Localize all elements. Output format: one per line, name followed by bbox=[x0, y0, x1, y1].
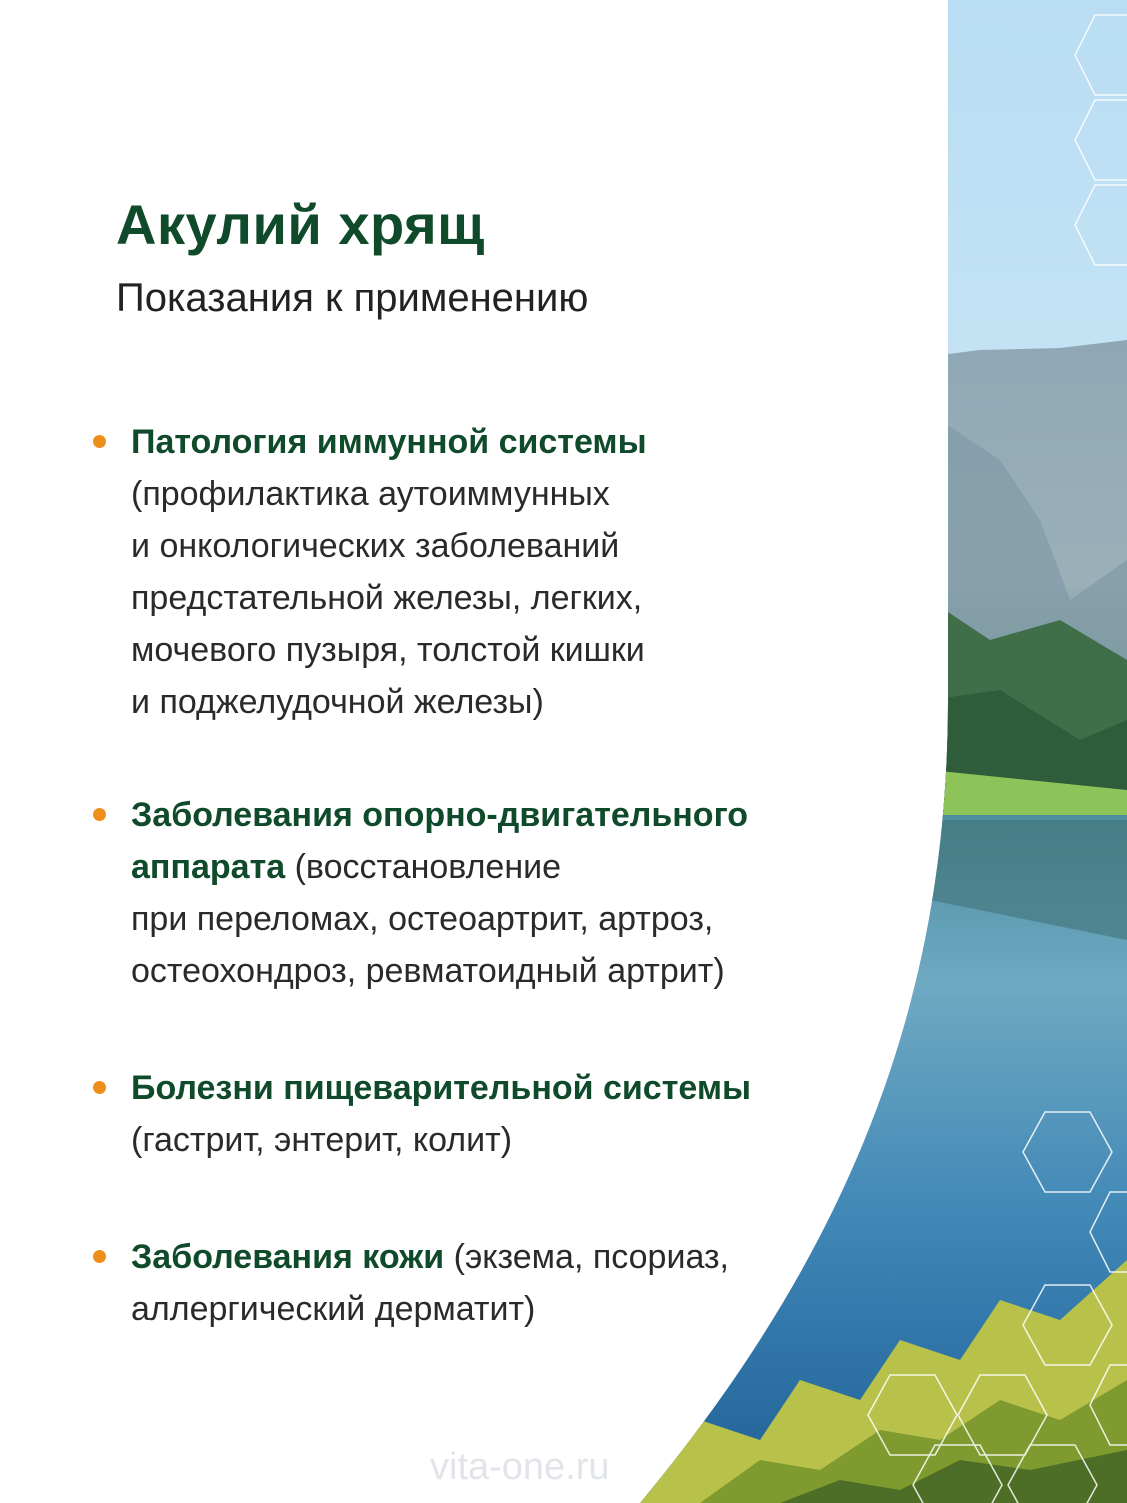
item-text-line: (гастрит, энтерит, колит) bbox=[131, 1121, 513, 1159]
watermark-text: vita-one.ru bbox=[430, 1446, 610, 1488]
bullet-dot-icon bbox=[93, 435, 106, 448]
item-text-line: предстательной железы, легких, bbox=[131, 579, 643, 617]
page-subtitle: Показания к применению bbox=[116, 276, 589, 320]
indication-item-digestive bbox=[131, 1062, 811, 1166]
item-text-line: мочевого пузыря, толстой кишки bbox=[131, 631, 645, 669]
indication-item-musculoskeletal bbox=[131, 789, 811, 997]
item-text-line: при переломах, остеоартрит, артроз, bbox=[131, 900, 714, 938]
item-heading: Заболевания опорно-двигательного bbox=[131, 796, 749, 834]
page-title: Акулий хрящ bbox=[116, 193, 485, 256]
item-heading: Болезни пищеварительной системы bbox=[131, 1069, 752, 1107]
item-heading-part: аппарата bbox=[131, 848, 286, 886]
bullet-dot-icon bbox=[93, 1250, 106, 1263]
item-text-line: (профилактика аутоиммунных bbox=[131, 475, 610, 513]
item-text-line: аллергический дерматит) bbox=[131, 1290, 536, 1328]
item-text-line bbox=[131, 841, 811, 893]
item-text-line bbox=[131, 1231, 811, 1283]
item-heading: Патология иммунной системы bbox=[131, 423, 647, 461]
bullet-dot-icon bbox=[93, 1081, 106, 1094]
item-text-line: остеохондроз, ревматоидный артрит) bbox=[131, 952, 725, 990]
item-text-line: и поджелудочной железы) bbox=[131, 683, 544, 721]
item-text-part: (экзема, псориаз, bbox=[444, 1238, 730, 1276]
item-text-line: и онкологических заболеваний bbox=[131, 527, 620, 565]
item-heading-part: Заболевания кожи bbox=[131, 1238, 445, 1276]
indication-item-immune bbox=[131, 416, 811, 728]
item-text-part: (восстановление bbox=[285, 848, 561, 886]
indication-item-skin bbox=[131, 1231, 811, 1335]
bullet-dot-icon bbox=[93, 808, 106, 821]
